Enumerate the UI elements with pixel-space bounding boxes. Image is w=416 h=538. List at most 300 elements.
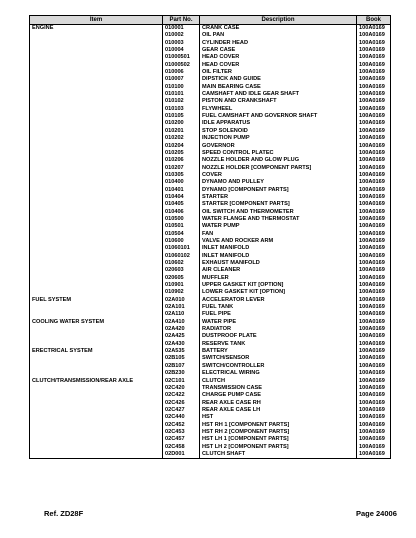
parts-index-table	[29, 15, 391, 459]
cell-description: LOWER GASKET KIT [OPTION]	[200, 289, 357, 296]
cell-item	[30, 187, 163, 194]
cell-description: HST LH 1 [COMPONENT PARTS]	[200, 436, 357, 443]
cell-part-no: 010406	[163, 209, 200, 216]
cell-description: RADIATOR	[200, 326, 357, 333]
cell-description: CLUTCH	[200, 378, 357, 385]
table-row	[30, 76, 391, 83]
cell-part-no: 010305	[163, 172, 200, 179]
cell-item	[30, 289, 163, 296]
cell-item	[30, 113, 163, 120]
table-row	[30, 282, 391, 289]
cell-item	[30, 341, 163, 348]
cell-item	[30, 120, 163, 127]
cell-part-no: 010103	[163, 106, 200, 113]
cell-description: MUFFLER	[200, 275, 357, 282]
cell-description: NOZZLE HOLDER AND GLOW PLUG	[200, 157, 357, 164]
cell-part-no: 01000502	[163, 62, 200, 69]
cell-book: 100A0169	[357, 120, 391, 127]
cell-book: 100A0169	[357, 260, 391, 267]
cell-description: HEAD COVER	[200, 54, 357, 61]
cell-part-no: 02C427	[163, 407, 200, 414]
cell-part-no: 010500	[163, 216, 200, 223]
cell-part-no: 02C101	[163, 378, 200, 385]
cell-description: SWITCH/SENSOR	[200, 355, 357, 362]
table-row	[30, 348, 391, 355]
cell-part-no: 010504	[163, 231, 200, 238]
cell-part-no: 01060101	[163, 245, 200, 252]
cell-book: 100A0169	[357, 157, 391, 164]
cell-item	[30, 98, 163, 105]
cell-item	[30, 407, 163, 414]
cell-book: 100A0169	[357, 40, 391, 47]
cell-part-no: 010902	[163, 289, 200, 296]
table-row	[30, 231, 391, 238]
cell-book: 100A0169	[357, 407, 391, 414]
cell-description: SPEED CONTROL PLATEC	[200, 150, 357, 157]
cell-description: WATER PIPE	[200, 319, 357, 326]
table-row	[30, 216, 391, 223]
cell-part-no: 010105	[163, 113, 200, 120]
cell-part-no: 010602	[163, 260, 200, 267]
cell-description: VALVE AND ROCKER ARM	[200, 238, 357, 245]
cell-item	[30, 135, 163, 142]
cell-description: RESERVE TANK	[200, 341, 357, 348]
cell-item	[30, 194, 163, 201]
cell-description: SWITCH/CONTROLLER	[200, 363, 357, 370]
cell-part-no: 010101	[163, 91, 200, 98]
cell-description: IDLE APPARATUS	[200, 120, 357, 127]
cell-description: HST RH 1 [COMPONENT PARTS]	[200, 422, 357, 429]
cell-book: 100A0169	[357, 32, 391, 39]
cell-item	[30, 128, 163, 135]
cell-part-no: 010200	[163, 120, 200, 127]
cell-book: 100A0169	[357, 194, 391, 201]
column-header-book: Book	[357, 16, 391, 25]
cell-part-no: 010006	[163, 69, 200, 76]
cell-item	[30, 429, 163, 436]
cell-item: CLUTCH/TRANSMISSION/REAR AXLE	[30, 378, 163, 385]
cell-item: COOLING WATER SYSTEM	[30, 319, 163, 326]
cell-book: 100A0169	[357, 25, 391, 33]
cell-description: FAN	[200, 231, 357, 238]
cell-item	[30, 436, 163, 443]
cell-description: HST LH 2 [COMPONENT PARTS]	[200, 444, 357, 451]
cell-item	[30, 282, 163, 289]
cell-book: 100A0169	[357, 414, 391, 421]
cell-part-no: 010001	[163, 25, 200, 33]
cell-book: 100A0169	[357, 201, 391, 208]
cell-item	[30, 304, 163, 311]
cell-item	[30, 201, 163, 208]
table-row	[30, 40, 391, 47]
cell-description: CLUTCH SHAFT	[200, 451, 357, 459]
cell-item	[30, 62, 163, 69]
table-row	[30, 84, 391, 91]
table-row	[30, 223, 391, 230]
cell-description: DIPSTICK AND GUIDE	[200, 76, 357, 83]
table-row	[30, 150, 391, 157]
cell-book: 100A0169	[357, 165, 391, 172]
cell-book: 100A0169	[357, 231, 391, 238]
cell-book: 100A0169	[357, 47, 391, 54]
table-row	[30, 47, 391, 54]
table-row	[30, 253, 391, 260]
cell-description: CAMSHAFT AND IDLE GEAR SHAFT	[200, 91, 357, 98]
cell-item	[30, 40, 163, 47]
table-row	[30, 106, 391, 113]
cell-description: FLYWHEEL	[200, 106, 357, 113]
cell-item: ENGINE	[30, 25, 163, 33]
cell-item: FUEL SYSTEM	[30, 297, 163, 304]
cell-part-no: 02A430	[163, 341, 200, 348]
cell-item	[30, 422, 163, 429]
cell-book: 100A0169	[357, 54, 391, 61]
cell-part-no: 02C420	[163, 385, 200, 392]
cell-part-no: 02A010	[163, 297, 200, 304]
cell-item	[30, 172, 163, 179]
cell-description: FUEL TANK	[200, 304, 357, 311]
table-row	[30, 400, 391, 407]
cell-description: CYLINDER HEAD	[200, 40, 357, 47]
cell-description: FUEL PIPE	[200, 311, 357, 318]
cell-book: 100A0169	[357, 62, 391, 69]
cell-book: 100A0169	[357, 355, 391, 362]
cell-book: 100A0169	[357, 385, 391, 392]
table-row	[30, 341, 391, 348]
table-body	[30, 25, 391, 459]
cell-part-no: 010102	[163, 98, 200, 105]
table-row	[30, 32, 391, 39]
cell-part-no: 010201	[163, 128, 200, 135]
cell-description: INJECTION PUMP	[200, 135, 357, 142]
cell-description: HST	[200, 414, 357, 421]
table-row	[30, 238, 391, 245]
cell-item	[30, 69, 163, 76]
cell-item	[30, 370, 163, 377]
cell-item	[30, 179, 163, 186]
table-row	[30, 194, 391, 201]
cell-part-no: 02A101	[163, 304, 200, 311]
cell-part-no: 010400	[163, 179, 200, 186]
table-row	[30, 451, 391, 459]
table-row	[30, 333, 391, 340]
cell-item	[30, 165, 163, 172]
cell-item	[30, 260, 163, 267]
cell-part-no: 02C453	[163, 429, 200, 436]
table-row	[30, 297, 391, 304]
cell-book: 100A0169	[357, 150, 391, 157]
cell-description: FUEL CAMSHAFT AND GOVERNOR SHAFT	[200, 113, 357, 120]
cell-part-no: 02A410	[163, 319, 200, 326]
cell-part-no: 010401	[163, 187, 200, 194]
cell-book: 100A0169	[357, 275, 391, 282]
cell-item	[30, 238, 163, 245]
cell-description: PISTON AND CRANKSHAFT	[200, 98, 357, 105]
cell-part-no: 02B105	[163, 355, 200, 362]
table-row	[30, 429, 391, 436]
cell-description: TRANSMISSION CASE	[200, 385, 357, 392]
cell-description: HST RH 2 [COMPONENT PARTS]	[200, 429, 357, 436]
cell-part-no: 010204	[163, 143, 200, 150]
cell-description: ACCELERATOR LEVER	[200, 297, 357, 304]
cell-description: STARTER	[200, 194, 357, 201]
cell-book: 100A0169	[357, 128, 391, 135]
cell-item	[30, 157, 163, 164]
table-row	[30, 98, 391, 105]
cell-book: 100A0169	[357, 172, 391, 179]
cell-item	[30, 392, 163, 399]
cell-book: 100A0169	[357, 348, 391, 355]
cell-description: UPPER GASKET KIT [OPTION]	[200, 282, 357, 289]
cell-book: 100A0169	[357, 135, 391, 142]
cell-description: OIL FILTER	[200, 69, 357, 76]
cell-book: 100A0169	[357, 282, 391, 289]
cell-book: 100A0169	[357, 429, 391, 436]
cell-description: GOVERNOR	[200, 143, 357, 150]
parts-index-sheet	[29, 15, 390, 459]
column-header-description: Description	[200, 16, 357, 25]
table-row	[30, 128, 391, 135]
cell-book: 100A0169	[357, 143, 391, 150]
cell-part-no: 02C452	[163, 422, 200, 429]
table-row	[30, 135, 391, 142]
table-row	[30, 54, 391, 61]
cell-item	[30, 32, 163, 39]
cell-book: 100A0169	[357, 370, 391, 377]
cell-item	[30, 245, 163, 252]
cell-book: 100A0169	[357, 98, 391, 105]
table-row	[30, 319, 391, 326]
cell-description: OIL PAN	[200, 32, 357, 39]
cell-description: REAR AXLE CASE RH	[200, 400, 357, 407]
cell-part-no: 010600	[163, 238, 200, 245]
cell-book: 100A0169	[357, 304, 391, 311]
cell-item	[30, 54, 163, 61]
cell-part-no: 010007	[163, 76, 200, 83]
cell-item	[30, 444, 163, 451]
cell-item	[30, 275, 163, 282]
cell-book: 100A0169	[357, 451, 391, 459]
cell-book: 100A0169	[357, 363, 391, 370]
cell-part-no: 010004	[163, 47, 200, 54]
cell-book: 100A0169	[357, 84, 391, 91]
table-row	[30, 392, 391, 399]
cell-item	[30, 143, 163, 150]
table-row	[30, 179, 391, 186]
cell-description: WATER PUMP	[200, 223, 357, 230]
cell-book: 100A0169	[357, 297, 391, 304]
cell-book: 100A0169	[357, 444, 391, 451]
cell-book: 100A0169	[357, 333, 391, 340]
cell-description: STARTER [COMPONENT PARTS]	[200, 201, 357, 208]
cell-part-no: 02A110	[163, 311, 200, 318]
cell-part-no: 010202	[163, 135, 200, 142]
cell-item	[30, 223, 163, 230]
cell-part-no: 02A420	[163, 326, 200, 333]
cell-item	[30, 400, 163, 407]
cell-book: 100A0169	[357, 245, 391, 252]
cell-part-no: 010100	[163, 84, 200, 91]
cell-item	[30, 451, 163, 459]
cell-book: 100A0169	[357, 326, 391, 333]
cell-description: INLET MANIFOLD	[200, 253, 357, 260]
table-row	[30, 444, 391, 451]
cell-item	[30, 76, 163, 83]
cell-description: CHARGE PUMP CASE	[200, 392, 357, 399]
table-row	[30, 165, 391, 172]
cell-description: DYNAMO [COMPONENT PARTS]	[200, 187, 357, 194]
cell-item	[30, 385, 163, 392]
cell-item	[30, 106, 163, 113]
table-row	[30, 25, 391, 33]
cell-part-no: 02A535	[163, 348, 200, 355]
cell-description: NOZZLE HOLDER [COMPONENT PARTS]	[200, 165, 357, 172]
cell-description: AIR CLEANER	[200, 267, 357, 274]
cell-part-no: 02B107	[163, 363, 200, 370]
table-row	[30, 275, 391, 282]
cell-part-no: 010207	[163, 165, 200, 172]
cell-item	[30, 311, 163, 318]
table-row	[30, 120, 391, 127]
cell-item	[30, 231, 163, 238]
table-row	[30, 326, 391, 333]
cell-description: HEAD COVER	[200, 62, 357, 69]
cell-item	[30, 47, 163, 54]
table-row	[30, 311, 391, 318]
cell-book: 100A0169	[357, 319, 391, 326]
cell-item	[30, 216, 163, 223]
cell-item	[30, 333, 163, 340]
cell-part-no: 020605	[163, 275, 200, 282]
cell-book: 100A0169	[357, 91, 391, 98]
cell-part-no: 02A425	[163, 333, 200, 340]
cell-description: DUSTPROOF PLATE	[200, 333, 357, 340]
cell-part-no: 02B230	[163, 370, 200, 377]
cell-book: 100A0169	[357, 400, 391, 407]
table-row	[30, 422, 391, 429]
table-row	[30, 62, 391, 69]
cell-book: 100A0169	[357, 69, 391, 76]
cell-part-no: 02D001	[163, 451, 200, 459]
cell-part-no: 01060102	[163, 253, 200, 260]
cell-book: 100A0169	[357, 223, 391, 230]
cell-book: 100A0169	[357, 392, 391, 399]
table-row	[30, 378, 391, 385]
cell-part-no: 02C458	[163, 444, 200, 451]
cell-description: COVER	[200, 172, 357, 179]
page-footer	[0, 509, 416, 521]
cell-item	[30, 253, 163, 260]
table-row	[30, 260, 391, 267]
table-row	[30, 157, 391, 164]
cell-part-no: 010901	[163, 282, 200, 289]
cell-description: GEAR CASE	[200, 47, 357, 54]
cell-item	[30, 267, 163, 274]
cell-book: 100A0169	[357, 106, 391, 113]
cell-part-no: 020603	[163, 267, 200, 274]
cell-description: OIL SWITCH AND THERMOMETER	[200, 209, 357, 216]
table-row	[30, 436, 391, 443]
table-row	[30, 91, 391, 98]
cell-description: WATER FLANGE AND THERMOSTAT	[200, 216, 357, 223]
cell-book: 100A0169	[357, 378, 391, 385]
table-row	[30, 201, 391, 208]
table-row	[30, 385, 391, 392]
table-row	[30, 172, 391, 179]
cell-part-no: 010003	[163, 40, 200, 47]
cell-part-no: 02C422	[163, 392, 200, 399]
cell-part-no: 010206	[163, 157, 200, 164]
table-row	[30, 143, 391, 150]
cell-item	[30, 150, 163, 157]
table-row	[30, 407, 391, 414]
table-row	[30, 187, 391, 194]
cell-book: 100A0169	[357, 422, 391, 429]
cell-part-no: 010405	[163, 201, 200, 208]
cell-book: 100A0169	[357, 311, 391, 318]
cell-part-no: 02C440	[163, 414, 200, 421]
cell-description: CRANK CASE	[200, 25, 357, 33]
cell-book: 100A0169	[357, 436, 391, 443]
table-row	[30, 267, 391, 274]
cell-part-no: 010501	[163, 223, 200, 230]
table-row	[30, 370, 391, 377]
cell-description: INLET MANIFOLD	[200, 245, 357, 252]
reference-label: Ref. ZD28F	[44, 509, 84, 518]
cell-item	[30, 91, 163, 98]
cell-item	[30, 209, 163, 216]
cell-description: MAIN BEARING CASE	[200, 84, 357, 91]
cell-book: 100A0169	[357, 216, 391, 223]
cell-description: EXHAUST MANIFOLD	[200, 260, 357, 267]
cell-item	[30, 326, 163, 333]
cell-item	[30, 355, 163, 362]
cell-description: DYNAMO AND PULLEY	[200, 179, 357, 186]
table-row	[30, 355, 391, 362]
cell-book: 100A0169	[357, 113, 391, 120]
cell-part-no: 010404	[163, 194, 200, 201]
table-row	[30, 289, 391, 296]
cell-book: 100A0169	[357, 253, 391, 260]
cell-book: 100A0169	[357, 289, 391, 296]
table-row	[30, 69, 391, 76]
page-number: Page 24006	[356, 509, 397, 518]
cell-part-no: 02C457	[163, 436, 200, 443]
cell-description: BATTERY	[200, 348, 357, 355]
cell-item	[30, 363, 163, 370]
cell-book: 100A0169	[357, 341, 391, 348]
cell-item	[30, 84, 163, 91]
table-row	[30, 245, 391, 252]
cell-item: ERECTRICAL SYSTEM	[30, 348, 163, 355]
cell-book: 100A0169	[357, 179, 391, 186]
cell-description: ELECTRICAL WIRING	[200, 370, 357, 377]
cell-description: STOP SOLENOID	[200, 128, 357, 135]
cell-part-no: 02C426	[163, 400, 200, 407]
cell-book: 100A0169	[357, 238, 391, 245]
cell-book: 100A0169	[357, 76, 391, 83]
table-row	[30, 209, 391, 216]
cell-book: 100A0169	[357, 267, 391, 274]
cell-book: 100A0169	[357, 209, 391, 216]
cell-part-no: 010205	[163, 150, 200, 157]
table-row	[30, 363, 391, 370]
column-header-item: Item	[30, 16, 163, 25]
cell-item	[30, 414, 163, 421]
cell-part-no: 01000501	[163, 54, 200, 61]
table-row	[30, 113, 391, 120]
cell-part-no: 010002	[163, 32, 200, 39]
